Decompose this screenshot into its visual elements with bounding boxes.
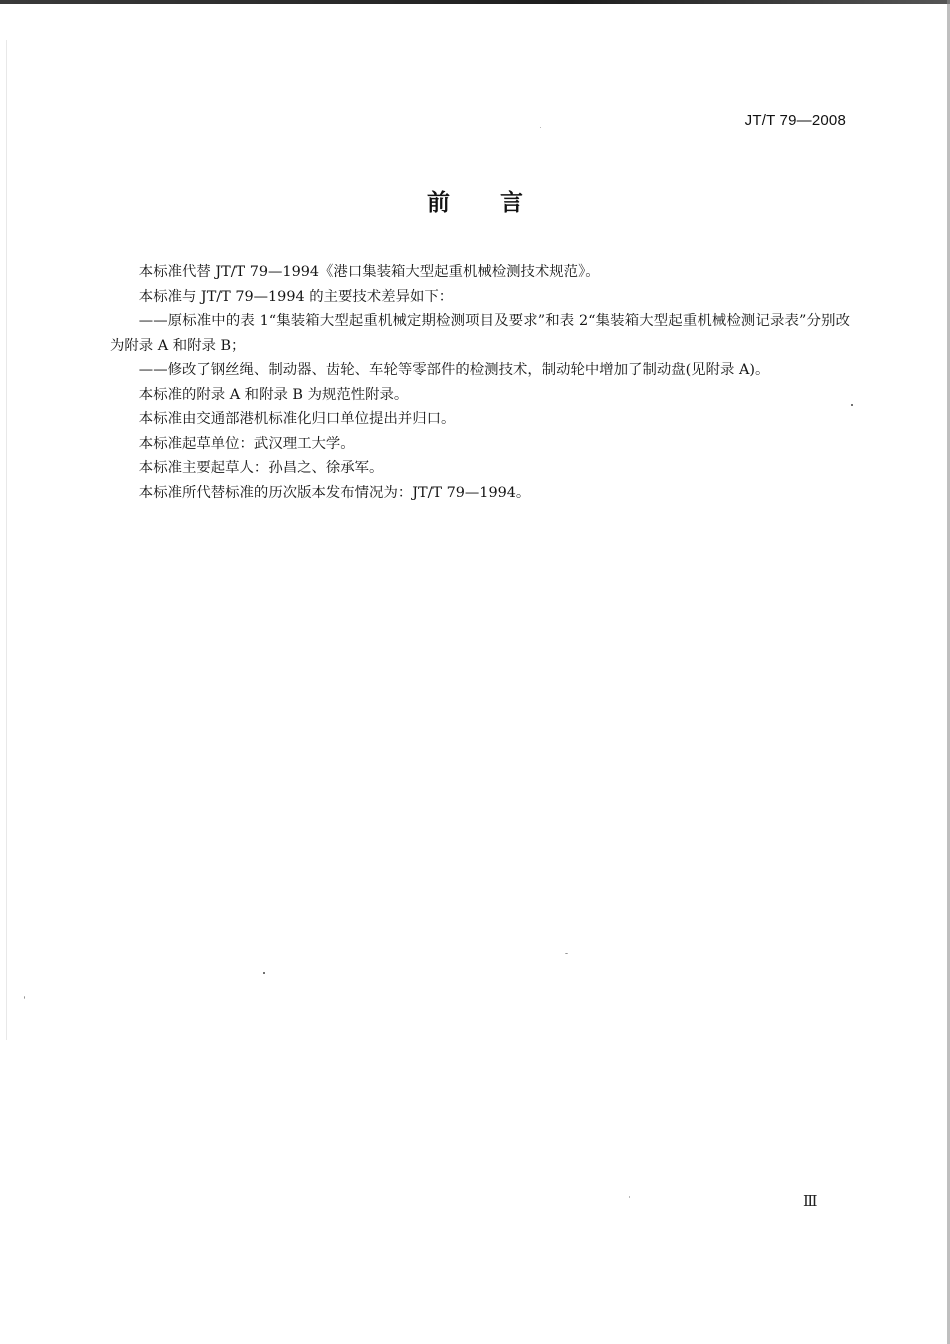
scan-speck: [851, 404, 853, 406]
scan-speck: [540, 127, 541, 128]
paragraph-differences-intro: 本标准与 JT/T 79—1994 的主要技术差异如下：: [138, 288, 454, 305]
scan-speck: [565, 953, 568, 954]
scan-edge-top: [0, 0, 950, 4]
scan-speck: [24, 996, 25, 999]
paragraph-history: 本标准所代替标准的历次版本发布情况为：JT/T 79—1994。: [138, 484, 531, 501]
paragraph-drafters: 本标准主要起草人：孙昌之、徐承军。: [138, 460, 384, 476]
scan-speck: [629, 1196, 630, 1198]
foreword-body: [110, 260, 850, 505]
page-title: 前言: [427, 190, 573, 216]
paragraph-difference-parts: ——修改了钢丝绳、制动器、齿轮、车轮等零部件的检测技术，制动轮中增加了制动盘(见附录 A)。: [138, 362, 770, 378]
paragraph-replaces: 本标准代替 JT/T 79—1994《港口集装箱大型起重机械检测技术规范》。: [138, 264, 600, 280]
page-number: Ⅲ: [803, 1192, 818, 1210]
paragraph-proposed-by: 本标准由交通部港机标准化归口单位提出并归口。: [138, 411, 456, 427]
standard-code: JT/T 79—2008: [744, 112, 846, 129]
paragraph-drafting-unit: 本标准起草单位：武汉理工大学。: [138, 435, 355, 452]
paragraph-appendices: 本标准的附录 A 和附录 B 为规范性附录。: [138, 386, 409, 403]
scan-speck: [263, 972, 265, 974]
paragraph-difference-tables: ——原标准中的表 1“集装箱大型起重机械定期检测项目及要求”和表 2“集装箱大型起重机械检测记录表”分别改为附录 A 和附录 B；: [110, 313, 850, 354]
